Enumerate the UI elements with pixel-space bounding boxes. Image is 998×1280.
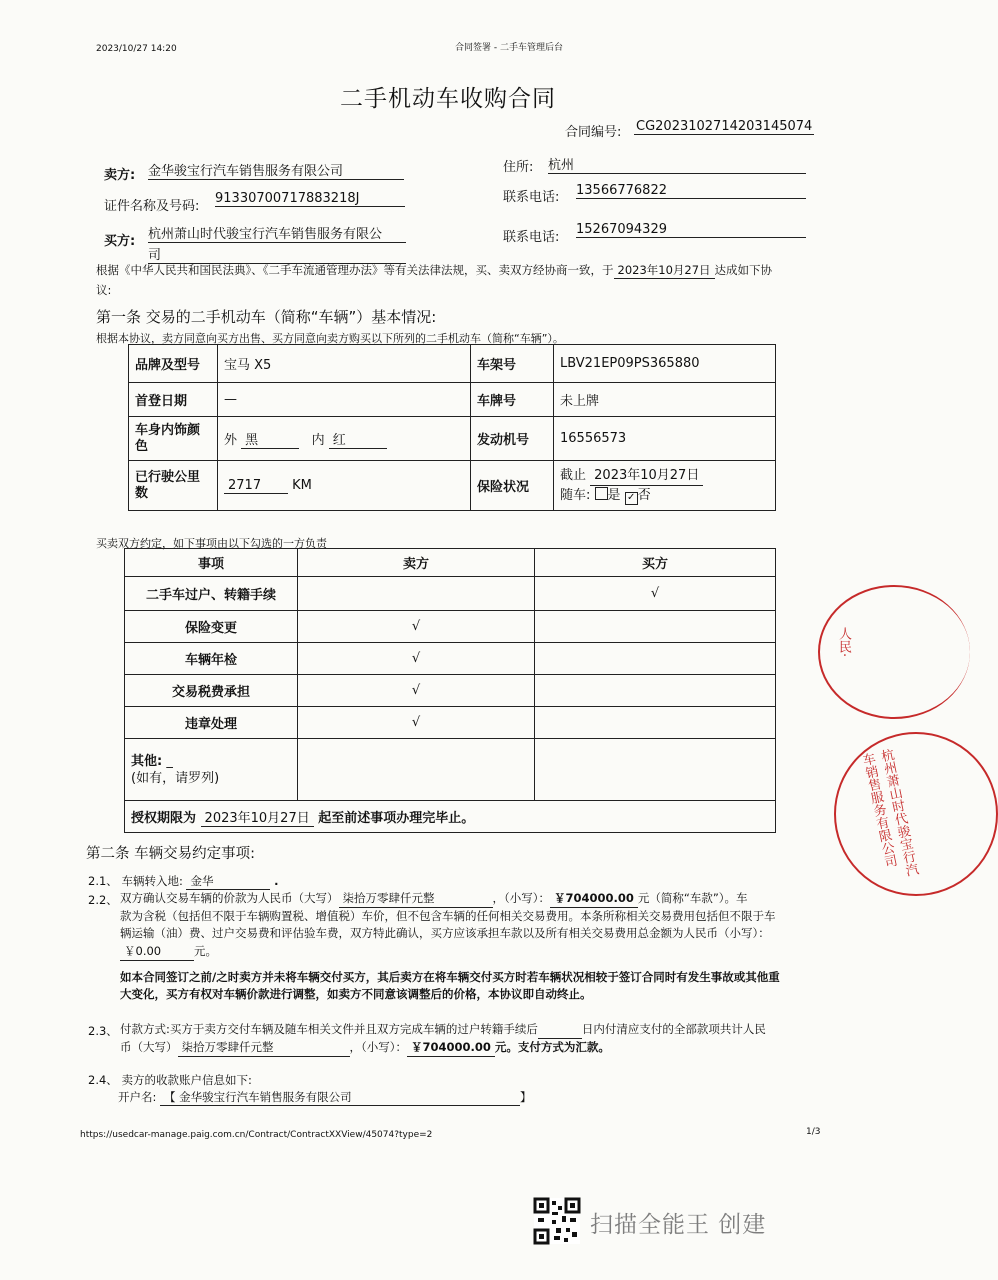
plate-value: 未上牌: [554, 383, 776, 417]
other-cell: [125, 739, 298, 801]
buyer-phone-value: 15267094329: [576, 222, 806, 238]
duty-buyer: [535, 675, 776, 707]
page-number: 1/3: [806, 1127, 821, 1137]
account-name-line: [118, 1089, 532, 1106]
other-label: 其他:: [131, 753, 163, 769]
insurance-value: [554, 461, 776, 511]
clause-2-3-text-e: 元。支付方式为汇款。: [494, 1040, 610, 1054]
brand-value: 宝马 X5: [218, 345, 471, 383]
buyer-seal-partial: [834, 732, 998, 896]
contract-no-value: CG2023102714203145074: [636, 119, 813, 134]
qr-code-icon: [534, 1198, 580, 1244]
account-name: 【 金华骏宝行汽车销售服务有限公司: [160, 1089, 520, 1106]
duty-seller: √: [298, 643, 535, 675]
duty-seller: √: [298, 707, 535, 739]
clause-2-3-text-c: 币（大写）: [120, 1040, 178, 1054]
pay-lower: ￥704000.00: [407, 1039, 495, 1057]
duty-buyer: [535, 643, 776, 675]
seller-label: 卖方:: [104, 168, 136, 183]
duty-item: 车辆年检: [125, 643, 298, 675]
buyer-label: 买方:: [104, 234, 136, 249]
vin-value: LBV21EP09PS365880: [554, 345, 776, 383]
engine-value: 16556573: [554, 417, 776, 461]
fee-unit: 元。: [194, 944, 217, 958]
vin-label: 车架号: [471, 345, 554, 383]
account-close: 】: [520, 1090, 532, 1104]
insurance-label: 保险状况: [471, 461, 554, 511]
clause-2-3-no: 2.3、: [88, 1024, 118, 1038]
insurance-date: 2023年10月27日: [590, 466, 703, 486]
auth-tail: 起至前述事项办理完毕止。: [318, 810, 475, 826]
price-upper: 柒拾万零肆仟元整: [339, 890, 493, 908]
duty-item: 保险变更: [125, 611, 298, 643]
duty-seller: √: [298, 675, 535, 707]
price-lower: ￥704000.00: [550, 890, 638, 908]
ext-prefix: 外: [224, 432, 238, 448]
document-title: 二手机动车收购合同: [340, 86, 556, 112]
other-value: _: [166, 753, 173, 769]
clause-2-2-text: 双方确认交易车辆的价款为人民币（大写）: [120, 891, 339, 905]
clause-2-2-text-b: ，（小写）：: [492, 891, 550, 905]
clause-2-1-label: 车辆转入地:: [121, 874, 183, 888]
color-value: [218, 417, 471, 461]
no-checkbox-checked: ✓: [625, 492, 638, 505]
id-no-label: 证件名称及号码:: [104, 199, 200, 214]
clause-2-4: [88, 1072, 252, 1088]
clause-2-3-text: 付款方式:买方于卖方交付车辆及随车相关文件并且双方完成车辆的过户转籍手续后: [120, 1022, 538, 1036]
col-item: 事项: [125, 549, 298, 577]
first-reg-label: 首登日期: [129, 383, 218, 417]
clause-no: 2.4、: [88, 1073, 118, 1087]
clause-2-2: [120, 890, 810, 1003]
mileage-number: 2717: [224, 478, 288, 494]
vehicle-table: [128, 344, 776, 511]
yes-checkbox: [595, 487, 608, 500]
col-buyer: 买方: [535, 549, 776, 577]
pay-upper: 柒拾万零肆仟元整: [178, 1039, 350, 1057]
duty-item: 二手车过户、转籍手续: [125, 577, 298, 611]
mileage-unit: KM: [292, 477, 312, 493]
other-buyer: [535, 739, 776, 801]
print-timestamp: 2023/10/27 14:20: [96, 44, 177, 54]
buyer-value-line2: 司: [148, 244, 406, 264]
auth-period: [125, 801, 776, 833]
duty-item: 违章处理: [125, 707, 298, 739]
mileage-label: 已行驶公里数: [129, 461, 218, 511]
clause-2-1: 2.1、 车辆转入地: 金华 .: [88, 874, 279, 888]
duty-seller: [298, 577, 535, 611]
duty-buyer: [535, 611, 776, 643]
article1-heading: 第一条 交易的二手机动车（简称“车辆”）基本情况:: [96, 308, 437, 326]
seller-phone-value: 13566776822: [576, 183, 806, 199]
clause-no: 2.1、: [88, 874, 118, 888]
buyer-value-line1: 杭州萧山时代骏宝行汽车销售服务有限公: [148, 223, 406, 243]
insurance-prefix: 截止: [560, 468, 587, 483]
brand-label: 品牌及型号: [129, 345, 218, 383]
clause-2-2-no: 2.2、: [88, 893, 118, 907]
clause-2-2-text-c: 元（简称“车款”）。车: [637, 891, 748, 905]
int-color: 红: [329, 429, 387, 449]
intro-date: 2023年10月27日: [614, 262, 715, 279]
clause-2-3-text-b: 日内付清应支付的全部款项共计人民: [581, 1022, 766, 1036]
article2-heading: 第二条 车辆交易约定事项:: [86, 846, 255, 862]
clause-2-2-line3: 辆运输（油）费、过户交易费和评估验车费，双方特此确认，买方应该承担车款以及所有相关交易费用总金额为人民币（小写）：: [120, 926, 770, 940]
ext-color: 黑: [241, 429, 299, 449]
clause-2-3-text-d: ，（小写）：: [349, 1040, 407, 1054]
address-value: 杭州: [548, 154, 806, 174]
other-seller: [298, 739, 535, 801]
color-label: 车身内饰颜色: [129, 417, 218, 461]
auth-date: 2023年10月27日: [201, 807, 314, 827]
duties-caption: 买卖双方约定，如下事项由以下勾选的一方负责: [96, 537, 327, 550]
footer-url: https://usedcar-manage.paig.com.cn/Contract/ContractXXView/45074?type=2: [80, 1130, 433, 1140]
engine-label: 发动机号: [471, 417, 554, 461]
intro-line: [96, 262, 772, 279]
fee-total: ￥0.00: [120, 943, 194, 961]
no-label: 否: [637, 488, 651, 503]
plate-label: 车牌号: [471, 383, 554, 417]
intro-text: 根据《中华人民共和国民法典》、《二手车流通管理办法》等有关法律法规，买、卖双方经协商一致，于: [96, 263, 614, 277]
duty-item: 交易税费承担: [125, 675, 298, 707]
duty-buyer: [535, 707, 776, 739]
clause-2-2-p2-line2: 大变化，买方有权对车辆价款进行调整，如卖方不同意该调整后的价格，本协议即自动终止。: [120, 987, 592, 1001]
print-header-title: 合同签署 - 二手车管理后台: [455, 43, 563, 53]
address-label: 住所:: [503, 160, 534, 175]
article1-sub: 根据本协议，卖方同意向买方出售、买方同意向卖方购买以下所列的二手机动车（简称“车辆”）。: [96, 332, 564, 345]
transfer-city: 金华: [186, 873, 270, 890]
mileage-value: [218, 461, 471, 511]
int-prefix: 内: [311, 432, 325, 448]
contract-no-label: 合同编号:: [565, 125, 622, 140]
intro-line2: 议:: [96, 283, 112, 297]
other-hint: (如有，请罗列): [131, 770, 220, 786]
duty-buyer: √: [535, 577, 776, 611]
first-reg-value: —: [218, 383, 471, 417]
seller-seal-partial: [818, 585, 970, 719]
account-label: 开户名:: [118, 1090, 157, 1104]
clause-2-2-line2: 款为含税（包括但不限于车辆购置税、增值税）车价，但不包含车辆的任何相关交易费用。本条所称相关交易费用包括但不限于车: [120, 909, 776, 923]
auth-label: 授权期限为: [131, 810, 197, 826]
clause-2-2-p2-line1: 如本合同签订之前/之时卖方并未将车辆交付买方，其后卖方在将车辆交付买方时若车辆状况相较于签订合同时有发生事故或其他重: [120, 970, 780, 984]
duties-table: [124, 548, 776, 833]
yes-label: 是: [607, 488, 621, 503]
seller-phone-label: 联系电话:: [503, 190, 560, 205]
id-no-value: 91330700717883218J: [215, 191, 405, 207]
seal-text: 人民·: [836, 627, 851, 658]
intro-text-tail: 达成如下协: [714, 263, 773, 277]
clause-2-3: [120, 1021, 810, 1057]
clause-2-4-text: 卖方的收款账户信息如下:: [121, 1073, 252, 1087]
seal-text: 杭州萧山时代骏宝行汽车销售服务有限公司: [858, 747, 919, 878]
seller-value: 金华骏宝行汽车销售服务有限公司: [148, 160, 404, 180]
with-car-label: 随车:: [560, 488, 591, 503]
duty-seller: √: [298, 611, 535, 643]
buyer-phone-label: 联系电话:: [503, 230, 560, 245]
col-seller: 卖方: [298, 549, 535, 577]
scanner-watermark: 扫描全能王 创建: [590, 1212, 767, 1238]
